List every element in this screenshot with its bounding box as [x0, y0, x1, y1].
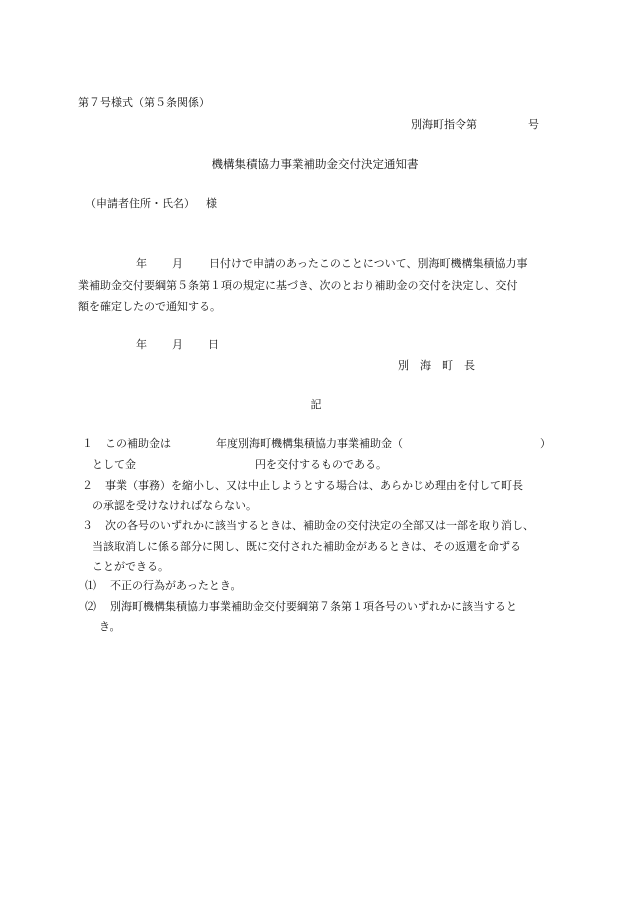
body-year: 年 — [136, 257, 147, 270]
item3-number: ３ — [82, 519, 93, 532]
body-line3: 額を確定したので通知する。 — [78, 300, 221, 313]
item3-text: 次の各号のいずれかに該当するときは、補助金の交付決定の全部又は一部を取り消し、 — [105, 519, 534, 532]
date-month: 月 — [172, 338, 183, 351]
body-month: 月 — [172, 257, 183, 270]
date-day: 日 — [208, 338, 219, 351]
sub2-text: 別海町機構集積協力事業補助金交付要綱第７条第１項各号のいずれかに該当すると — [110, 600, 517, 613]
date-year: 年 — [136, 338, 147, 351]
item1-number: １ — [82, 437, 93, 450]
addressee-label: （申請者住所・氏名） — [85, 197, 195, 210]
item2-cont: の承認を受けなければならない。 — [92, 499, 257, 512]
document-title: 機構集積協力事業補助金交付決定通知書 — [211, 157, 419, 171]
item2-text: 事業（事務）を縮小し、又は中止しようとする場合は、あらかじめ理由を付して町長 — [105, 479, 523, 492]
item1-cont-a: として金 — [92, 458, 136, 471]
item3-cont2: ことができる。 — [92, 560, 169, 573]
ki-heading: 記 — [310, 398, 322, 411]
sub2-cont: き。 — [99, 620, 121, 633]
body-line1: 日付けで申請のあったこのことについて、別海町機構集積協力事 — [209, 257, 528, 270]
sub1-text: 不正の行為があったとき。 — [110, 579, 242, 592]
item2-number: ２ — [82, 479, 93, 492]
sub1-number: ⑴ — [85, 579, 96, 592]
reference-number-suffix: 号 — [528, 118, 539, 131]
item1-close-paren: ） — [540, 437, 551, 450]
body-line2: 業補助金交付要綱第５条第１項の規定に基づき、次のとおり補助金の交付を決定し、交付 — [78, 279, 518, 292]
item3-cont1: 当該取消しに係る部分に関し、既に交付された補助金があるときは、その返還を命ずる — [92, 540, 521, 553]
item1-text-b: 年度別海町機構集積協力事業補助金（ — [216, 437, 403, 450]
item1-text-a: この補助金は — [105, 437, 171, 450]
item1-cont-b: 円を交付するものである。 — [255, 458, 387, 471]
form-label: 第７号様式（第５条関係） — [78, 96, 210, 109]
issuer: 別 海 町 長 — [398, 359, 475, 372]
addressee-honorific: 様 — [206, 197, 217, 210]
sub2-number: ⑵ — [85, 600, 96, 613]
reference-number-prefix: 別海町指令第 — [411, 118, 477, 131]
